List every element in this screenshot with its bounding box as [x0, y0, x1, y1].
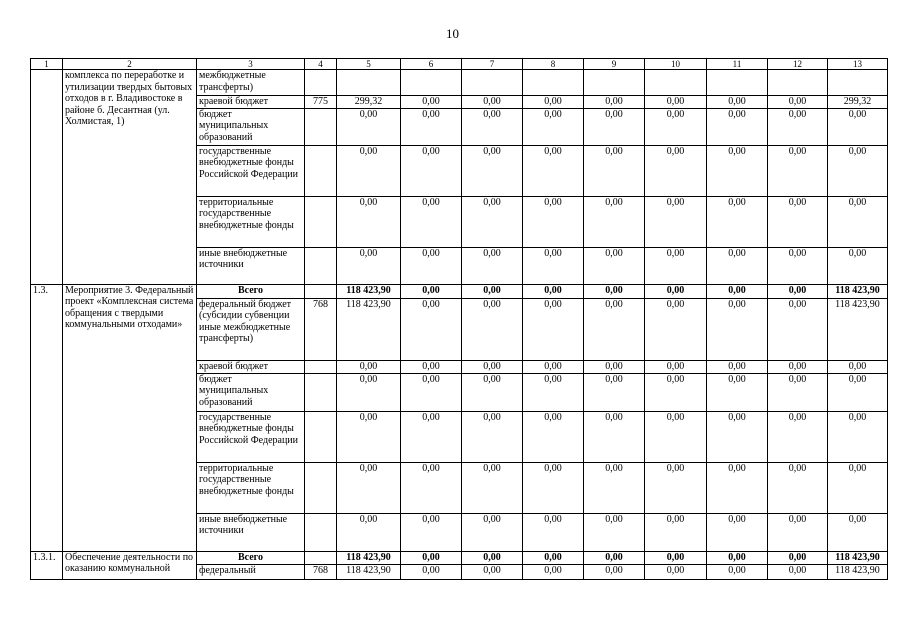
amount-cell: 0,00	[645, 373, 707, 411]
amount-cell: 0,00	[462, 145, 523, 196]
budget-code	[305, 462, 337, 513]
amount-cell: 0,00	[707, 96, 768, 109]
amount-cell: 0,00	[337, 247, 401, 284]
amount-cell: 0,00	[768, 108, 828, 145]
amount-cell: 0,00	[645, 145, 707, 196]
funding-source: иные внебюджетные источники	[197, 247, 305, 284]
amount-cell: 0,00	[523, 145, 584, 196]
funding-source: государственные внебюджетные фонды Российской Федерации	[197, 411, 305, 462]
amount-cell: 0,00	[584, 196, 645, 247]
amount-cell: 0,00	[523, 564, 584, 579]
amount-cell: 0,00	[401, 411, 462, 462]
amount-cell: 0,00	[462, 373, 523, 411]
amount-cell: 0,00	[401, 551, 462, 564]
amount-cell: 0,00	[707, 564, 768, 579]
amount-cell: 0,00	[768, 284, 828, 298]
item-name: Обеспечение деятельности по оказанию коммунальной	[63, 551, 197, 579]
amount-cell: 118 423,90	[337, 298, 401, 360]
column-number: 10	[645, 59, 707, 70]
amount-cell: 0,00	[645, 284, 707, 298]
funding-source: краевой бюджет	[197, 360, 305, 373]
amount-cell: 0,00	[584, 360, 645, 373]
amount-cell: 0,00	[645, 462, 707, 513]
amount-cell: 0,00	[401, 360, 462, 373]
amount-cell: 0,00	[523, 284, 584, 298]
amount-cell: 0,00	[707, 462, 768, 513]
table-row	[31, 551, 888, 564]
column-number: 3	[197, 59, 305, 70]
item-name: комплекса по переработке и утилизации твердых бытовых отходов в г. Владивостоке в районе б. Десантная (ул. Холмистая, 1)	[63, 70, 197, 285]
amount-cell: 118 423,90	[337, 284, 401, 298]
amount-cell: 0,00	[584, 373, 645, 411]
amount-cell: 0,00	[828, 145, 888, 196]
funding-source: территориальные государственные внебюджетные фонды	[197, 462, 305, 513]
budget-table	[30, 58, 888, 580]
amount-cell: 0,00	[707, 360, 768, 373]
amount-cell: 0,00	[828, 196, 888, 247]
amount-cell: 0,00	[523, 373, 584, 411]
amount-cell: 0,00	[645, 247, 707, 284]
amount-cell: 118 423,90	[828, 298, 888, 360]
amount-cell: 0,00	[462, 108, 523, 145]
amount-cell: 0,00	[337, 145, 401, 196]
amount-cell: 0,00	[462, 284, 523, 298]
amount-cell: 0,00	[707, 513, 768, 551]
amount-cell: 0,00	[401, 108, 462, 145]
budget-code	[305, 145, 337, 196]
amount-cell: 0,00	[707, 373, 768, 411]
funding-source: бюджет муниципальных образований	[197, 373, 305, 411]
amount-cell: 0,00	[584, 411, 645, 462]
amount-cell: 118 423,90	[828, 564, 888, 579]
funding-source: федеральный бюджет (субсидии субвенции иные межбюджетные трансферты)	[197, 298, 305, 360]
amount-cell: 0,00	[828, 360, 888, 373]
budget-code	[305, 70, 337, 96]
amount-cell	[707, 70, 768, 96]
amount-cell: 0,00	[462, 298, 523, 360]
amount-cell: 0,00	[337, 462, 401, 513]
amount-cell: 0,00	[462, 551, 523, 564]
budget-code	[305, 373, 337, 411]
item-name: Мероприятие 3. Федеральный проект «Комплексная система обращения с твердыми коммунальными отходами»	[63, 284, 197, 551]
amount-cell: 0,00	[828, 247, 888, 284]
funding-source: межбюджетные трансферты)	[197, 70, 305, 96]
amount-cell: 0,00	[462, 96, 523, 109]
amount-cell: 0,00	[768, 373, 828, 411]
page-number: 10	[446, 26, 459, 41]
amount-cell: 0,00	[523, 298, 584, 360]
item-number	[31, 70, 63, 285]
amount-cell: 0,00	[523, 551, 584, 564]
column-number: 12	[768, 59, 828, 70]
amount-cell: 0,00	[401, 247, 462, 284]
amount-cell: 0,00	[523, 108, 584, 145]
funding-source: территориальные государственные внебюджетные фонды	[197, 196, 305, 247]
amount-cell: 0,00	[584, 284, 645, 298]
amount-cell: 0,00	[462, 247, 523, 284]
amount-cell: 118 423,90	[828, 284, 888, 298]
funding-source: Всего	[197, 551, 305, 564]
amount-cell	[768, 70, 828, 96]
funding-source: бюджет муниципальных образований	[197, 108, 305, 145]
amount-cell: 0,00	[523, 247, 584, 284]
column-number: 9	[584, 59, 645, 70]
amount-cell: 0,00	[462, 462, 523, 513]
funding-source: государственные внебюджетные фонды Российской Федерации	[197, 145, 305, 196]
amount-cell: 0,00	[645, 298, 707, 360]
amount-cell: 0,00	[707, 411, 768, 462]
amount-cell: 0,00	[768, 564, 828, 579]
column-number: 4	[305, 59, 337, 70]
amount-cell: 0,00	[707, 284, 768, 298]
amount-cell: 0,00	[768, 360, 828, 373]
budget-code	[305, 196, 337, 247]
budget-code	[305, 247, 337, 284]
amount-cell: 0,00	[768, 411, 828, 462]
amount-cell: 0,00	[401, 513, 462, 551]
amount-cell: 0,00	[401, 462, 462, 513]
amount-cell: 0,00	[401, 373, 462, 411]
amount-cell: 0,00	[584, 564, 645, 579]
amount-cell: 0,00	[337, 513, 401, 551]
column-number: 2	[63, 59, 197, 70]
budget-code	[305, 108, 337, 145]
funding-source: федеральный	[197, 564, 305, 579]
amount-cell: 0,00	[337, 373, 401, 411]
amount-cell: 0,00	[584, 298, 645, 360]
amount-cell: 0,00	[707, 247, 768, 284]
column-number-row	[31, 59, 888, 70]
column-number: 5	[337, 59, 401, 70]
budget-code	[305, 360, 337, 373]
amount-cell: 118 423,90	[337, 551, 401, 564]
amount-cell: 0,00	[401, 284, 462, 298]
amount-cell	[401, 70, 462, 96]
amount-cell: 0,00	[401, 298, 462, 360]
column-number: 6	[401, 59, 462, 70]
amount-cell: 0,00	[584, 551, 645, 564]
amount-cell: 0,00	[768, 196, 828, 247]
amount-cell: 118 423,90	[828, 551, 888, 564]
funding-source: краевой бюджет	[197, 96, 305, 109]
amount-cell: 0,00	[707, 145, 768, 196]
amount-cell: 0,00	[645, 551, 707, 564]
column-number: 8	[523, 59, 584, 70]
column-number: 13	[828, 59, 888, 70]
amount-cell: 0,00	[401, 564, 462, 579]
amount-cell: 0,00	[337, 108, 401, 145]
amount-cell: 0,00	[768, 513, 828, 551]
amount-cell: 0,00	[462, 360, 523, 373]
amount-cell: 0,00	[584, 247, 645, 284]
amount-cell	[584, 70, 645, 96]
amount-cell: 0,00	[707, 196, 768, 247]
amount-cell: 0,00	[462, 411, 523, 462]
amount-cell: 0,00	[523, 462, 584, 513]
amount-cell: 0,00	[401, 96, 462, 109]
amount-cell: 0,00	[523, 196, 584, 247]
amount-cell: 0,00	[768, 551, 828, 564]
amount-cell: 0,00	[645, 513, 707, 551]
funding-source: иные внебюджетные источники	[197, 513, 305, 551]
amount-cell: 0,00	[337, 411, 401, 462]
amount-cell: 0,00	[523, 411, 584, 462]
item-number: 1.3.1.	[31, 551, 63, 579]
budget-code	[305, 284, 337, 298]
funding-source: Всего	[197, 284, 305, 298]
amount-cell: 0,00	[337, 196, 401, 247]
amount-cell: 0,00	[584, 145, 645, 196]
amount-cell: 0,00	[584, 96, 645, 109]
table-row	[31, 284, 888, 298]
table-row	[31, 70, 888, 96]
amount-cell: 0,00	[523, 513, 584, 551]
amount-cell: 0,00	[584, 108, 645, 145]
amount-cell: 0,00	[828, 411, 888, 462]
amount-cell	[523, 70, 584, 96]
column-number: 1	[31, 59, 63, 70]
amount-cell: 118 423,90	[337, 564, 401, 579]
amount-cell: 0,00	[462, 513, 523, 551]
amount-cell: 0,00	[401, 145, 462, 196]
amount-cell	[462, 70, 523, 96]
budget-code	[305, 551, 337, 564]
budget-code: 768	[305, 564, 337, 579]
column-number: 7	[462, 59, 523, 70]
amount-cell	[337, 70, 401, 96]
amount-cell: 0,00	[645, 96, 707, 109]
amount-cell	[828, 70, 888, 96]
amount-cell: 0,00	[768, 96, 828, 109]
amount-cell: 0,00	[768, 298, 828, 360]
amount-cell: 0,00	[828, 462, 888, 513]
amount-cell: 0,00	[584, 513, 645, 551]
budget-code	[305, 513, 337, 551]
amount-cell: 0,00	[462, 564, 523, 579]
amount-cell: 0,00	[462, 196, 523, 247]
amount-cell: 0,00	[645, 411, 707, 462]
amount-cell: 299,32	[337, 96, 401, 109]
amount-cell: 0,00	[707, 298, 768, 360]
budget-code	[305, 411, 337, 462]
amount-cell: 0,00	[768, 145, 828, 196]
amount-cell: 0,00	[645, 564, 707, 579]
amount-cell: 0,00	[828, 108, 888, 145]
amount-cell: 299,32	[828, 96, 888, 109]
amount-cell	[645, 70, 707, 96]
amount-cell: 0,00	[523, 96, 584, 109]
amount-cell: 0,00	[645, 360, 707, 373]
budget-code: 775	[305, 96, 337, 109]
amount-cell: 0,00	[707, 108, 768, 145]
amount-cell: 0,00	[768, 247, 828, 284]
amount-cell: 0,00	[645, 108, 707, 145]
item-number: 1.3.	[31, 284, 63, 551]
amount-cell: 0,00	[337, 360, 401, 373]
amount-cell: 0,00	[707, 551, 768, 564]
amount-cell: 0,00	[645, 196, 707, 247]
amount-cell: 0,00	[401, 196, 462, 247]
budget-code: 768	[305, 298, 337, 360]
amount-cell: 0,00	[828, 513, 888, 551]
amount-cell: 0,00	[828, 373, 888, 411]
column-number: 11	[707, 59, 768, 70]
amount-cell: 0,00	[768, 462, 828, 513]
amount-cell: 0,00	[584, 462, 645, 513]
amount-cell: 0,00	[523, 360, 584, 373]
